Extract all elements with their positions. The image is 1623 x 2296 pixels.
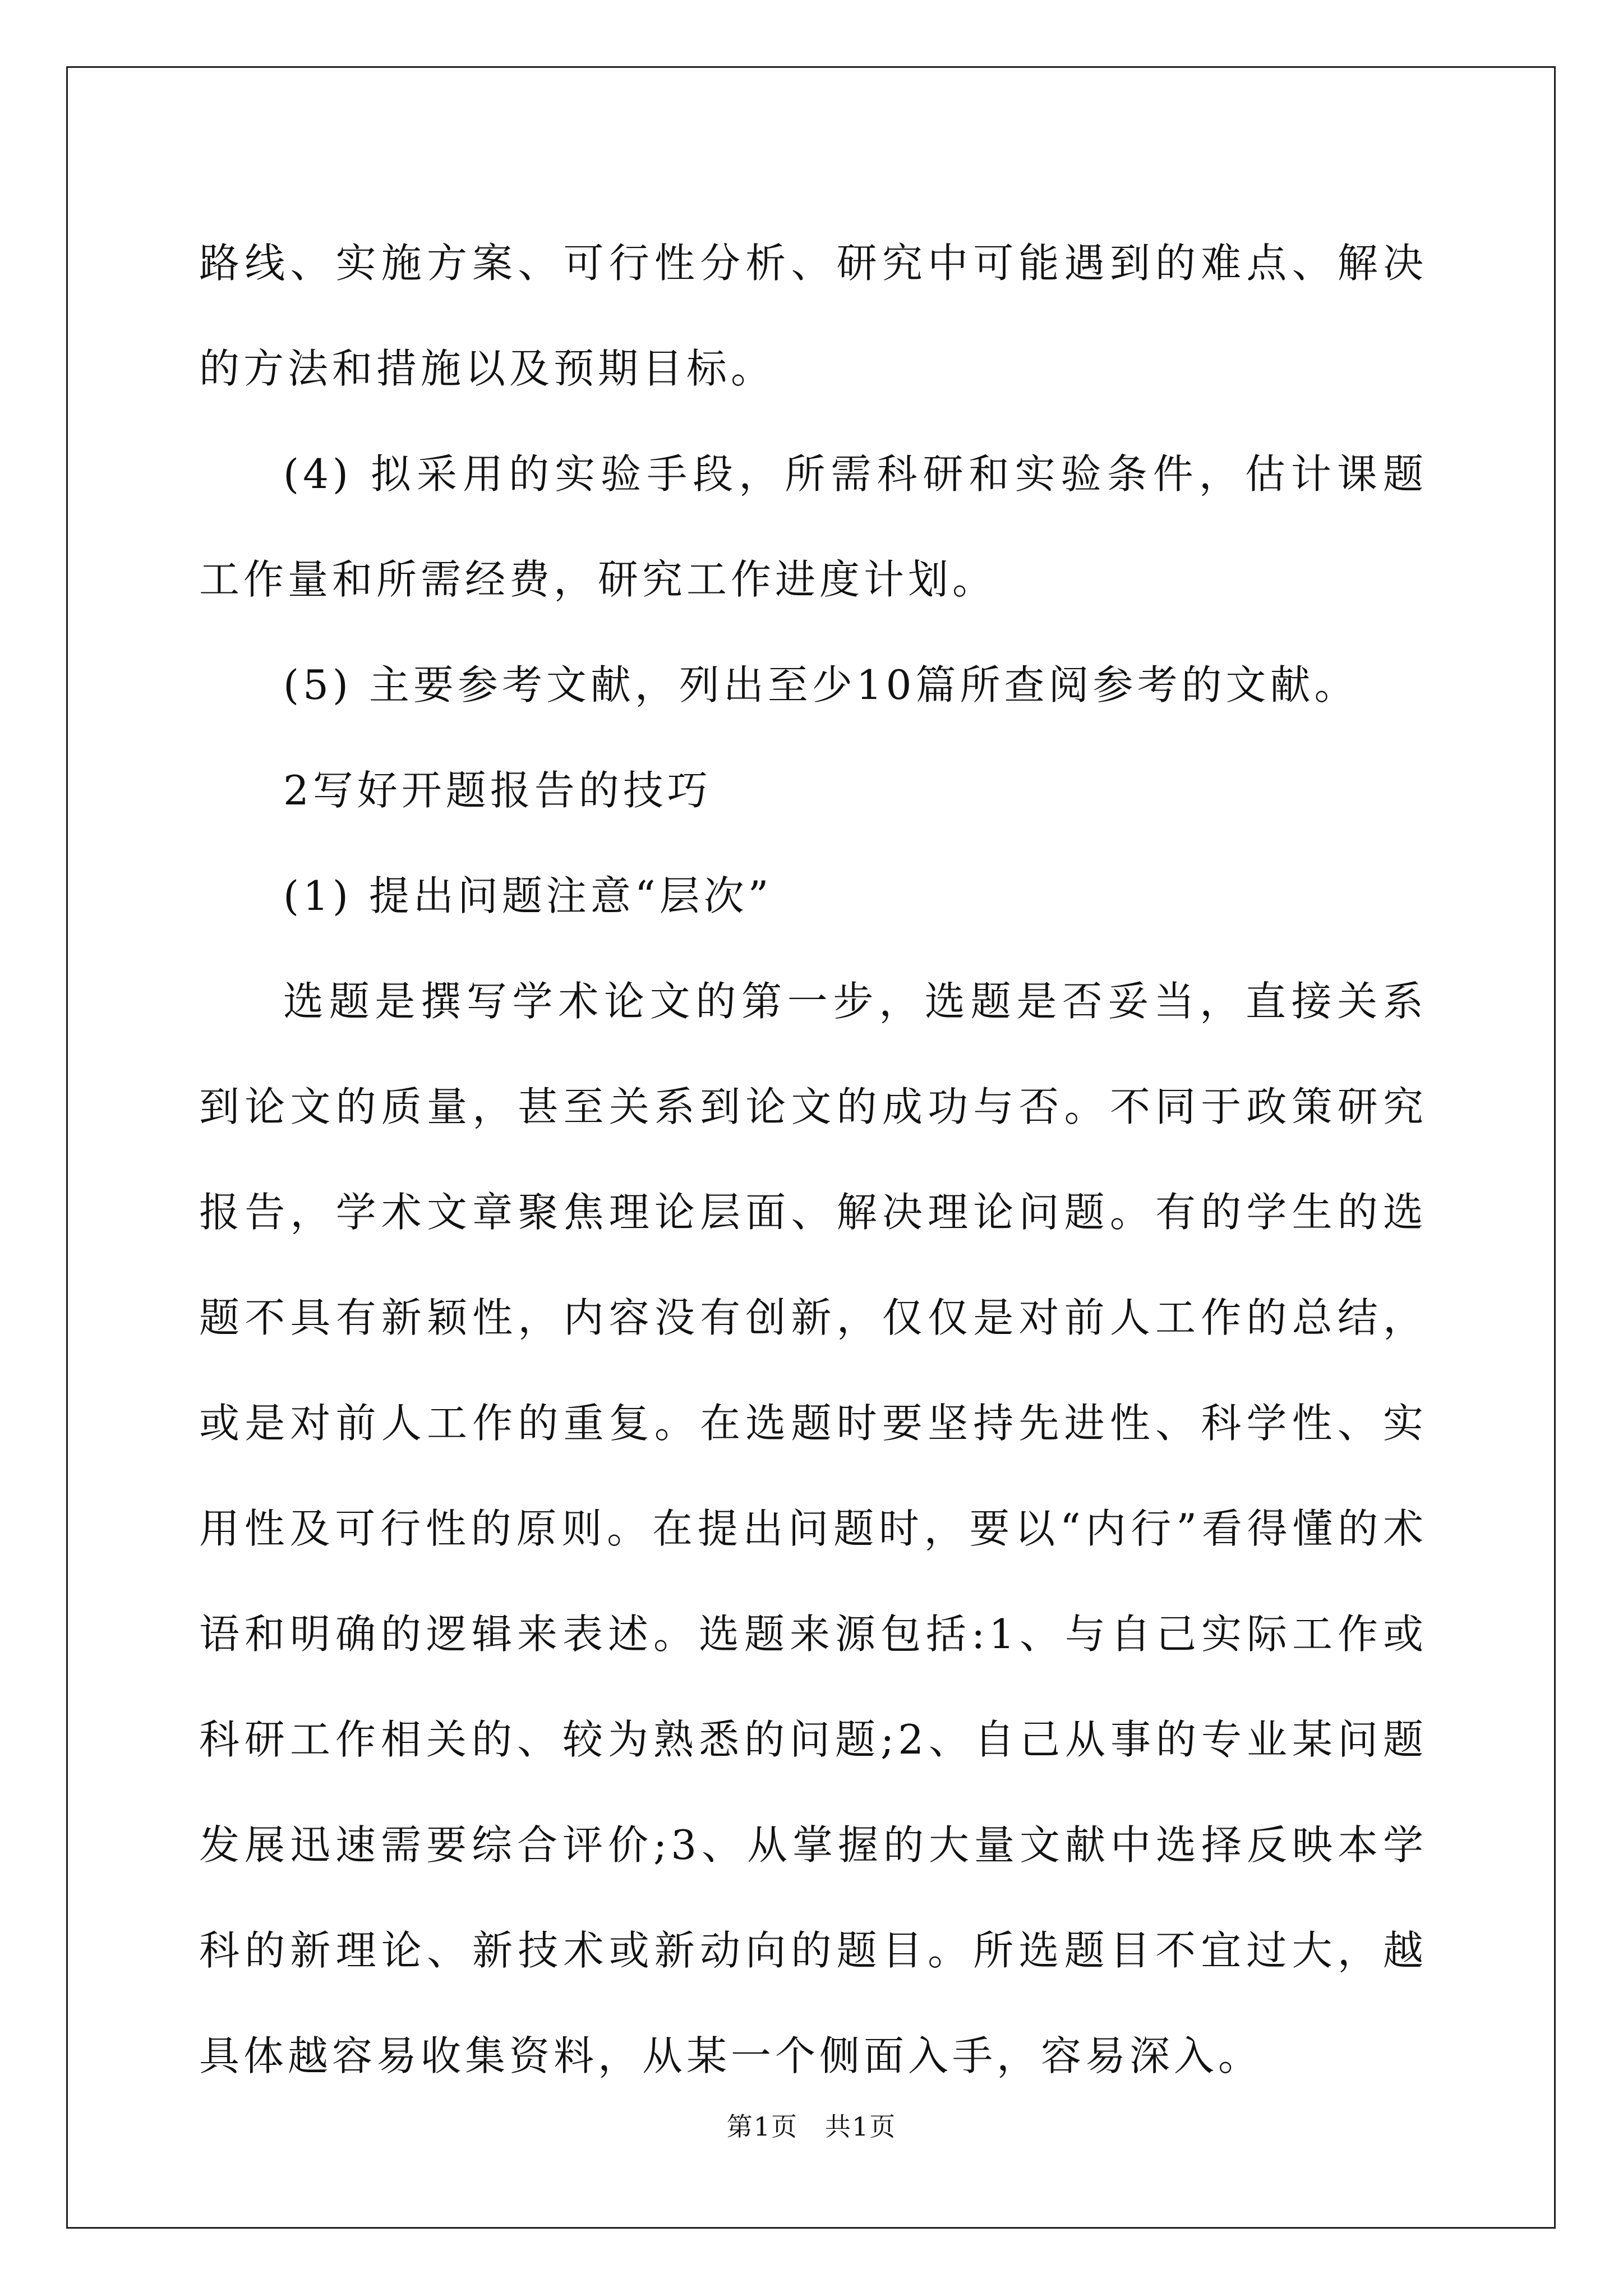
page-footer	[0, 2106, 1623, 2143]
subsection-heading: (1) 提出问题注意“层次”	[283, 872, 773, 919]
paragraph-topic-selection: 选题是撰写学术论文的第一步，选题是否妥当，直接关系到论文的质量，甚至关系到论文的成功与否。不同于政策研究报告，学术文章聚焦理论层面、解决理论问题。有的学生的选题不具有新颖性，内容没有创新，仅仅是对前人工作的总结，或是对前人工作的重复。在选题时要坚持先进性、科学性、实用性及可行性的原则。在提出问题时，要以“内行”看得懂的术语和明确的逻辑来表述。选题来源包括:1、与自己实际工作或科研工作相关的、较为熟悉的问题;2、自己从事的专业某问题发展迅速需要综合评价;3、从掌握的大量文献中选择反映本学科的新理论、新技术或新动向的题目。所选题目不宜过大，越具体越容易收集资料，从某一个侧面入手，容易深入。	[199, 978, 1427, 2079]
paragraph-item-5: (5) 主要参考文献，列出至少10篇所查阅参考的文献。	[283, 661, 1359, 708]
page-number: 第1页	[726, 2111, 798, 2142]
paragraph-research-route: 路线、实施方案、可行性分析、研究中可能遇到的难点、解决的方法和措施以及预期目标。	[199, 240, 1427, 392]
paragraph-item-4: (4) 拟采用的实验手段，所需科研和实验条件，估计课题工作量和所需经费，研究工作进度计划。	[199, 450, 1427, 603]
page-total: 共1页	[825, 2111, 897, 2142]
section-heading: 2写好开题报告的技巧	[283, 767, 712, 814]
document-body	[199, 210, 1427, 2109]
